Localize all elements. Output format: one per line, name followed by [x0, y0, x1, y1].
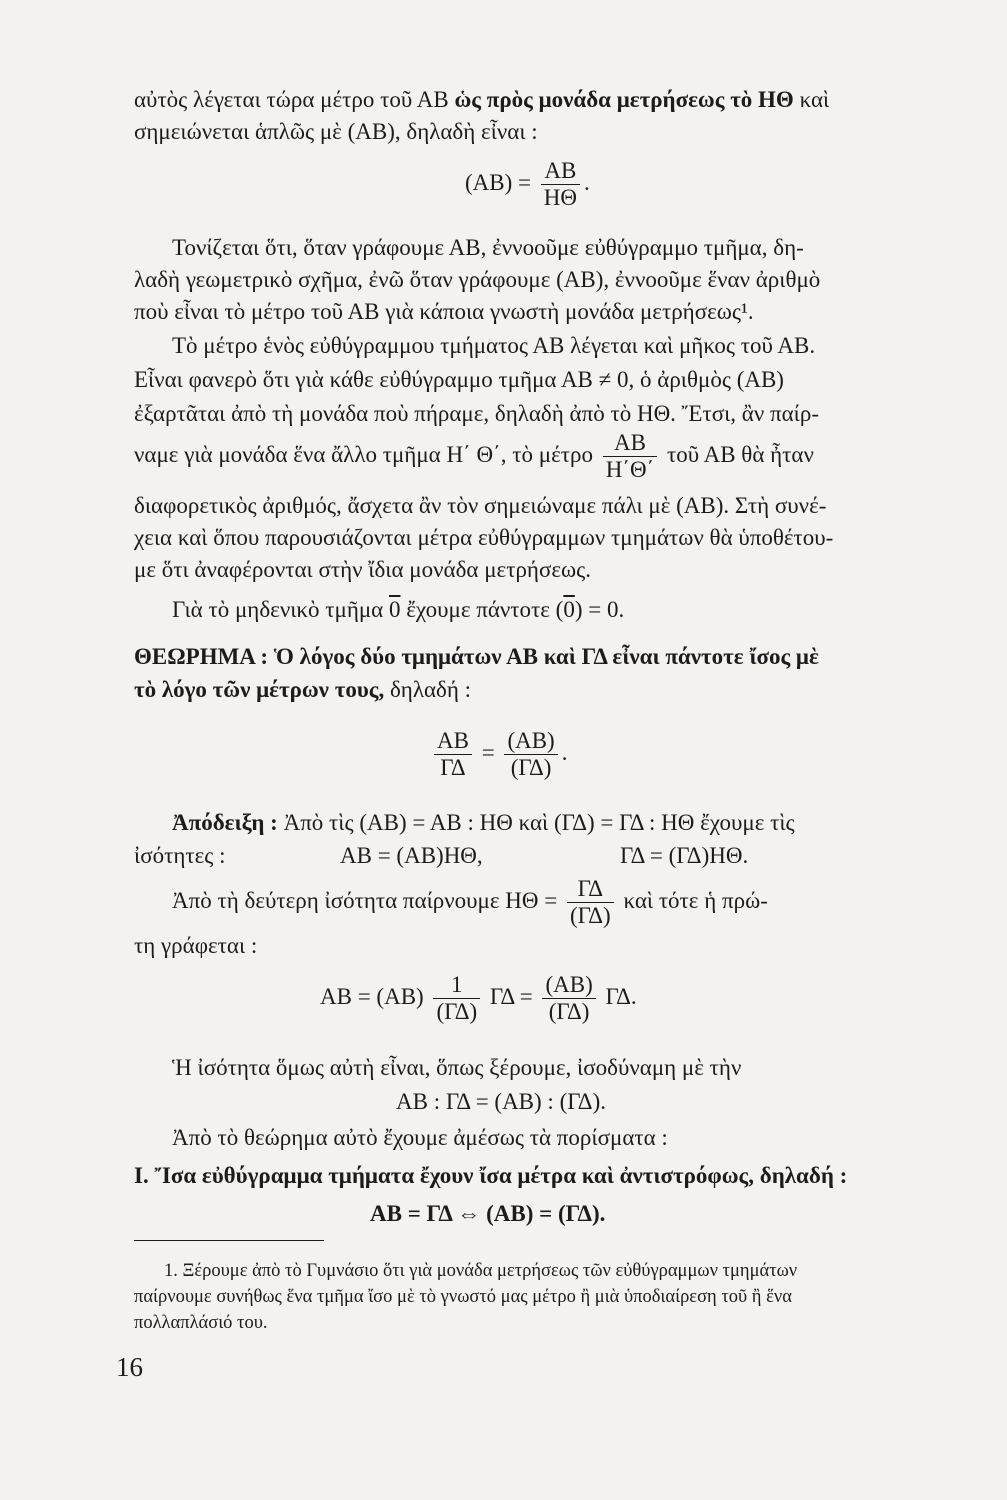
- para2-line5: Εἶναι φανερὸ ὅτι γιὰ κάθε εὐθύγραμμο τμῆμα ΑΒ ≠ 0, ὁ ἀριθμὸς (ΑΒ): [134, 367, 784, 392]
- zero-segment-line: Γιὰ τὸ μηδενικὸ τμῆμα 0 ἔχουμε πάντοτε (0) = 0.: [172, 597, 625, 622]
- para1-line2: σημειώνεται ἁπλῶς μὲ (ΑΒ), δηλαδὴ εἶναι :: [134, 119, 538, 144]
- para2-line3: ποὺ εἶναι τὸ μέτρο τοῦ ΑΒ γιὰ κάποια γνωστὴ μονάδα μετρήσεως¹.: [134, 299, 754, 324]
- footnote-line3: πολλαπλάσιό του.: [134, 1313, 268, 1333]
- para2-line6: ἐξαρτᾶται ἀπὸ τὴ μονάδα ποὺ πήραμε, δηλαδὴ ἀπὸ τὸ ΗΘ. Ἔτσι, ἂν παίρ-: [134, 401, 819, 426]
- equation-proportion: ΑΒ : ΓΔ = (ΑΒ) : (ΓΔ).: [396, 1089, 607, 1114]
- para1-line1: αὐτὸς λέγεται τώρα μέτρο τοῦ ΑΒ ὡς πρὸς μονάδα μετρήσεως τὸ ΗΘ καὶ: [134, 87, 830, 112]
- para2-line1: Τονίζεται ὅτι, ὅταν γράφουμε ΑΒ, ἐννοοῦμε εὐθύγραμμο τμῆμα, δη-: [172, 235, 804, 260]
- proof-line4: τη γράφεται :: [134, 933, 258, 958]
- para2-line9: χεια καὶ ὅπου παρουσιάζονται μέτρα εὐθύγραμμων τμημάτων θὰ ὑποθέτου-: [134, 525, 834, 550]
- proof-line2b: ΑΒ = (ΑΒ)ΗΘ,: [340, 843, 483, 868]
- para2-line8: διαφορετικὸς ἀριθμός, ἄσχετα ἂν τὸν σημειώναμε πάλι μὲ (ΑΒ). Στὴ συνέ-: [134, 493, 827, 518]
- proof-line2a: ἰσότητες :: [134, 843, 226, 868]
- proof-line2c: ΓΔ = (ΓΔ)ΗΘ.: [620, 843, 749, 868]
- para2-line10: με ὅτι ἀναφέρονται στὴν ἴδια μονάδα μετρήσεως.: [134, 557, 592, 582]
- theorem-line1: ΘΕΩΡΗΜΑ : Ὁ λόγος δύο τμημάτων ΑΒ καὶ ΓΔ εἶναι πάντοτε ἴσος μὲ: [134, 644, 819, 669]
- corollary-1: Ι. Ἴσα εὐθύγραμμα τμήματα ἔχουν ἴσα μέτρα καὶ ἀντιστρόφως, δηλαδή :: [134, 1163, 848, 1188]
- page-number: 16: [116, 1352, 143, 1382]
- equation-ratio: $\frac{AB}{\Gamma\Delta}$ = $\frac{(AB)}{(\Gamma\Delta)}$ .: [430, 728, 567, 781]
- equation-substitution: ΑΒ = (ΑΒ) $\frac{1}{(\Gamma\Delta)}$ ΓΔ = $\frac{(AB)}{(\Gamma\Delta)}$ ΓΔ.: [320, 972, 637, 1024]
- footnote-line1: 1. Ξέρουμε ἀπὸ τὸ Γυμνάσιο ὅτι γιὰ μονάδα μετρήσεως τῶν εὐθύγραμμων τμημάτων: [164, 1261, 798, 1281]
- equivalence-line: Ἡ ἰσότητα ὅμως αὐτὴ εἶναι, ὅπως ξέρουμε, ἰσοδύναμη μὲ τὴν: [172, 1055, 742, 1080]
- para2-line4: Τὸ μέτρο ἑνὸς εὐθύγραμμου τμήματος ΑΒ λέγεται καὶ μῆκος τοῦ ΑΒ.: [172, 333, 816, 358]
- equation-measure-definition: (ΑΒ) = $\frac{AB}{H\Theta}$ .: [465, 158, 590, 210]
- proof-line3: Ἀπὸ τὴ δεύτερη ἰσότητα παίρνουμε ΗΘ = $\frac{\Gamma\Delta}{(\Gamma\Delta)}$ καὶ τότε ἡ πρώ-: [172, 876, 768, 928]
- corollaries-intro: Ἀπὸ τὸ θεώρημα αὐτὸ ἔχουμε ἀμέσως τὰ πορίσματα :: [172, 1125, 668, 1150]
- footnote-line2: παίρνουμε συνήθως ἕνα τμῆμα ἴσο μὲ τὸ γνωστό μας μέτρο ἢ μιὰ ὑποδιαίρεση τοῦ ἢ ἕνα: [134, 1287, 792, 1307]
- theorem-line2: τὸ λόγο τῶν μέτρων τους, δηλαδή :: [134, 677, 472, 702]
- corollary-1-equation: ΑΒ = ΓΔ ⇔ (ΑΒ) = (ΓΔ).: [370, 1201, 606, 1226]
- para2-line2: λαδὴ γεωμετρικὸ σχῆμα, ἐνῶ ὅταν γράφουμε (ΑΒ), ἐννοοῦμε ἕναν ἀριθμὸ: [134, 267, 821, 292]
- para2-line7: ναμε γιὰ μονάδα ἕνα ἄλλο τμῆμα Η΄ Θ΄, τὸ μέτρο $\frac{AB}{H΄\Theta΄}$ τοῦ ΑΒ θὰ ἦταν: [134, 430, 814, 482]
- proof-line1: Ἀπόδειξη : Ἀπὸ τὶς (ΑΒ) = ΑΒ : ΗΘ καὶ (ΓΔ) = ΓΔ : ΗΘ ἔχουμε τὶς: [172, 810, 795, 835]
- footnote-divider: [134, 1240, 324, 1241]
